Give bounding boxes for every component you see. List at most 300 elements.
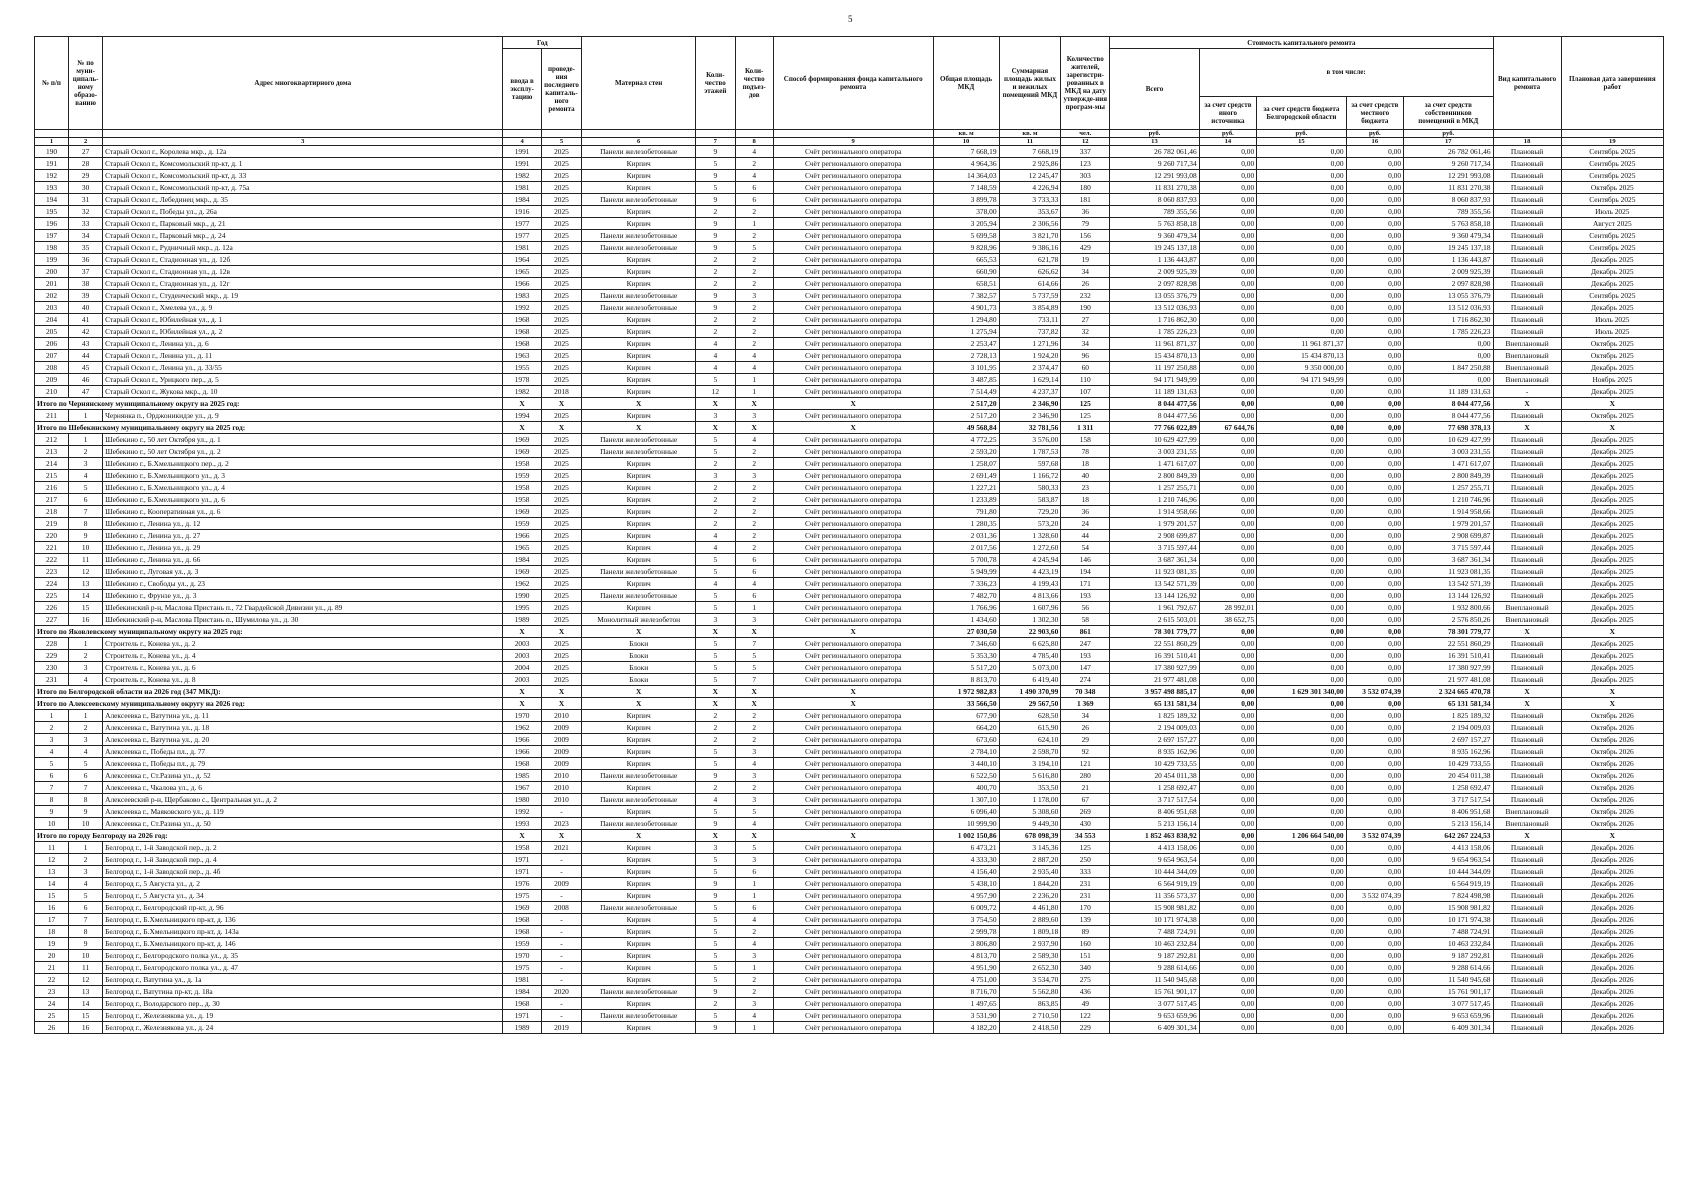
table-cell: 733,11 (999, 314, 1061, 326)
table-cell: 7 488 724,91 (1404, 926, 1493, 938)
table-cell: 3 687 361,34 (1404, 554, 1493, 566)
table-cell: 2 589,30 (999, 950, 1061, 962)
table-cell: 2025 (541, 530, 581, 542)
table-cell: 3 532 074,39 (1346, 890, 1403, 902)
table-cell: Декабрь 2025 (1561, 662, 1663, 674)
table-cell: 7 148,59 (933, 182, 999, 194)
table-cell: 151 (1061, 950, 1110, 962)
table-cell: 2 (735, 206, 773, 218)
table-cell: 274 (1061, 674, 1110, 686)
table-cell: 20 (35, 950, 69, 962)
subtotal-cell: 2 517,20 (933, 398, 999, 410)
table-cell: Счёт регионального оператора (773, 578, 933, 590)
subtotal-cell: X (503, 698, 541, 710)
table-row (35, 674, 1664, 686)
table-cell: 2025 (541, 290, 581, 302)
table-cell: 0,00 (1199, 386, 1256, 398)
table-cell: 4 (696, 542, 735, 554)
subtotal-cell: X (735, 698, 773, 710)
table-cell: 8 935 162,96 (1404, 746, 1493, 758)
table-cell: Панели железобетонные (582, 434, 696, 446)
address-cell: Старый Оскол г., Комсомольский пр-кт, д. 33 (103, 170, 503, 182)
table-cell: 2 (735, 254, 773, 266)
table-cell: 2 031,36 (933, 530, 999, 542)
units-row (35, 130, 1664, 138)
table-cell: - (541, 998, 581, 1010)
subtotal-cell: X (582, 698, 696, 710)
table-cell: 5 438,10 (933, 878, 999, 890)
subtotal-cell: X (1561, 698, 1663, 710)
table-row (35, 638, 1664, 650)
table-cell: 4 156,40 (933, 866, 999, 878)
table-cell: 1 (735, 386, 773, 398)
table-cell: 21 (1061, 782, 1110, 794)
header-cell: Адрес многоквартирного дома (103, 37, 503, 130)
table-cell: 3 717 517,54 (1110, 794, 1199, 806)
address-cell: Шебекино г., Ленина ул., д. 12 (103, 518, 503, 530)
table-cell: 1981 (503, 182, 541, 194)
table-row (35, 326, 1664, 338)
address-cell: Старый Оскол г., Жукова мкр., д. 10 (103, 386, 503, 398)
table-cell: - (541, 866, 581, 878)
table-cell: 0,00 (1346, 554, 1403, 566)
table-cell: 31 (69, 194, 103, 206)
table-row (35, 542, 1664, 554)
table-cell: 5 763 858,18 (1404, 218, 1493, 230)
table-cell: 1962 (503, 722, 541, 734)
table-cell: 26 782 061,46 (1110, 146, 1199, 158)
table-cell: 0,00 (1346, 962, 1403, 974)
table-cell: 340 (1061, 962, 1110, 974)
table-cell: 4 413 158,06 (1404, 842, 1493, 854)
table-cell: 9 (696, 1022, 735, 1034)
table-cell: Счёт регионального оператора (773, 350, 933, 362)
table-cell: Плановый (1493, 506, 1561, 518)
table-cell: 2025 (541, 410, 581, 422)
table-cell: 0,00 (1199, 506, 1256, 518)
table-cell: 1 (69, 410, 103, 422)
table-cell: Декабрь 2025 (1561, 254, 1663, 266)
table-cell: 5 949,99 (933, 566, 999, 578)
table-cell: - (541, 914, 581, 926)
table-cell: 11 356 573,37 (1110, 890, 1199, 902)
table-row (35, 350, 1664, 362)
table-cell: 2025 (541, 362, 581, 374)
table-cell: 4 772,25 (933, 434, 999, 446)
address-cell: Старый Оскол г., Победы ул., д. 26а (103, 206, 503, 218)
table-cell: 9 449,30 (999, 818, 1061, 830)
address-cell: Строитель г., Конева ул., д. 2 (103, 638, 503, 650)
address-cell: Алексеевка г., Чкалова ул., д. 6 (103, 782, 503, 794)
table-cell: 0,00 (1404, 350, 1493, 362)
table-cell: 0,00 (1346, 542, 1403, 554)
table-cell: 2 374,47 (999, 362, 1061, 374)
table-cell: 6 522,50 (933, 770, 999, 782)
table-cell: 2025 (541, 314, 581, 326)
table-cell: 9 (696, 170, 735, 182)
table-cell: 2 697 157,27 (1404, 734, 1493, 746)
table-cell: 1975 (503, 962, 541, 974)
address-cell: Белгород г., Б.Хмельницкого пр-кт, д. 143а (103, 926, 503, 938)
table-cell: 1 210 746,96 (1110, 494, 1199, 506)
table-row (35, 386, 1664, 398)
table-cell: 7 482,70 (933, 590, 999, 602)
table-cell: 4 (696, 794, 735, 806)
table-cell: Блоки (582, 662, 696, 674)
table-cell: 2 (735, 278, 773, 290)
table-cell: 12 (696, 386, 735, 398)
table-cell: Счёт регионального оператора (773, 326, 933, 338)
subtotal-cell: X (582, 398, 696, 410)
subtotal-cell: X (773, 830, 933, 842)
table-cell: 42 (69, 326, 103, 338)
table-cell: 0,00 (1199, 434, 1256, 446)
table-cell: 0,00 (1346, 590, 1403, 602)
table-cell: Кирпич (582, 758, 696, 770)
table-cell: 5 (735, 650, 773, 662)
table-cell: 2003 (503, 650, 541, 662)
address-cell: Алексеевка г., Победы пл., д. 79 (103, 758, 503, 770)
table-cell: 36 (1061, 506, 1110, 518)
table-cell: 1 280,35 (933, 518, 999, 530)
table-cell: 1985 (503, 770, 541, 782)
table-cell: 3 (735, 746, 773, 758)
table-cell: 26 (1061, 722, 1110, 734)
table-cell: Счёт регионального оператора (773, 206, 933, 218)
table-cell: 18 (1061, 494, 1110, 506)
table-cell: 1969 (503, 434, 541, 446)
header-cell: за счет средств собственников помещений в МКД (1404, 96, 1493, 129)
table-cell: 12 291 993,08 (1110, 170, 1199, 182)
table-row (35, 722, 1664, 734)
table-cell: 2025 (541, 242, 581, 254)
table-cell: 2010 (541, 782, 581, 794)
subtotal-row (35, 422, 1664, 434)
table-cell: 1 227,21 (933, 482, 999, 494)
table-cell: 0,00 (1346, 242, 1403, 254)
address-cell: Белгород г., 1-й Заводской пер., д. 2 (103, 842, 503, 854)
subtotal-cell: 3 957 498 885,17 (1110, 686, 1199, 698)
column-number-cell: 19 (1561, 138, 1663, 146)
table-cell: 789 355,56 (1404, 206, 1493, 218)
address-cell: Старый Оскол г., Стадионная ул., д. 12б (103, 254, 503, 266)
table-cell: 2025 (541, 182, 581, 194)
table-cell: Счёт регионального оператора (773, 938, 933, 950)
table-cell: 1993 (503, 818, 541, 830)
table-cell: 729,20 (999, 506, 1061, 518)
table-cell: Декабрь 2025 (1561, 266, 1663, 278)
table-cell: Панели железобетонные (582, 770, 696, 782)
subtotal-cell: 77 766 022,89 (1110, 422, 1199, 434)
table-row (35, 842, 1664, 854)
table-cell: Кирпич (582, 926, 696, 938)
table-cell: Кирпич (582, 458, 696, 470)
table-cell: 1958 (503, 482, 541, 494)
table-cell: Кирпич (582, 914, 696, 926)
table-cell: 2025 (541, 662, 581, 674)
table-cell: 12 291 993,08 (1404, 170, 1493, 182)
table-cell: 0,00 (1199, 746, 1256, 758)
table-cell: 2010 (541, 794, 581, 806)
address-cell: Шебекинский р-н, Маслова Пристань п., 72 Гвардейской Дивизии ул., д. 89 (103, 602, 503, 614)
table-cell: 2025 (541, 638, 581, 650)
table-cell: 0,00 (1257, 578, 1346, 590)
table-cell: 0,00 (1346, 566, 1403, 578)
column-number-cell: 16 (1346, 138, 1403, 146)
table-cell: 5 (696, 914, 735, 926)
unit-cell (503, 130, 541, 138)
table-cell: 0,00 (1199, 554, 1256, 566)
table-cell: 4 (35, 746, 69, 758)
table-cell: 21 977 481,08 (1110, 674, 1199, 686)
table-row (35, 362, 1664, 374)
table-cell: 2 253,47 (933, 338, 999, 350)
table-cell: Счёт регионального оператора (773, 986, 933, 998)
table-cell: Плановый (1493, 254, 1561, 266)
address-cell: Старый Оскол г., Студенческий мкр., д. 19 (103, 290, 503, 302)
address-cell: Белгород г., Железнякова ул., д. 19 (103, 1010, 503, 1022)
header-cell: за счет средств бюджета Белгородской области (1257, 96, 1346, 129)
table-cell: Плановый (1493, 218, 1561, 230)
table-cell: 1 809,18 (999, 926, 1061, 938)
table-cell: 146 (1061, 554, 1110, 566)
table-cell: 3 531,90 (933, 1010, 999, 1022)
table-cell: 13 512 036,93 (1404, 302, 1493, 314)
table-cell: 2003 (503, 674, 541, 686)
table-cell: 7 (735, 674, 773, 686)
table-cell: Плановый (1493, 974, 1561, 986)
table-cell: 9 653 659,96 (1404, 1010, 1493, 1022)
table-cell: 1 307,10 (933, 794, 999, 806)
table-cell: Кирпич (582, 974, 696, 986)
address-cell: Шебекино г., Б.Хмельницкого ул., д. 3 (103, 470, 503, 482)
table-cell: 1 258 692,47 (1404, 782, 1493, 794)
table-row (35, 374, 1664, 386)
table-cell: 5 (696, 446, 735, 458)
column-number-cell: 7 (696, 138, 735, 146)
table-cell: 5 (696, 758, 735, 770)
table-cell: 0,00 (1257, 1010, 1346, 1022)
address-cell: Алексеевка г., Ст.Разина ул., д. 52 (103, 770, 503, 782)
table-cell: 0,00 (1257, 758, 1346, 770)
table-cell: 10 429 733,55 (1110, 758, 1199, 770)
header-cell: проведе-ния последнего капиталь-ного ремонта (541, 49, 581, 130)
table-cell: Внеплановый (1493, 614, 1561, 626)
table-cell: Кирпич (582, 326, 696, 338)
table-cell: 4 199,43 (999, 578, 1061, 590)
table-cell: Плановый (1493, 494, 1561, 506)
table-cell: 1968 (503, 998, 541, 1010)
table-cell: 0,00 (1199, 950, 1256, 962)
table-cell: 0,00 (1199, 662, 1256, 674)
table-cell: 9 187 292,81 (1110, 950, 1199, 962)
table-cell: 5 (35, 758, 69, 770)
table-cell: 0,00 (1257, 998, 1346, 1010)
table-cell: 5 (696, 638, 735, 650)
table-cell: 1 787,53 (999, 446, 1061, 458)
table-cell: 0,00 (1257, 554, 1346, 566)
table-cell: 11 540 945,68 (1404, 974, 1493, 986)
table-row (35, 338, 1664, 350)
table-cell: 0,00 (1346, 662, 1403, 674)
table-cell: Декабрь 2026 (1561, 926, 1663, 938)
table-row (35, 926, 1664, 938)
table-cell: Внеплановый (1493, 374, 1561, 386)
table-cell: 22 (35, 974, 69, 986)
table-row (35, 962, 1664, 974)
table-cell: 5 (696, 182, 735, 194)
table-cell: Плановый (1493, 842, 1561, 854)
table-cell: 1 844,20 (999, 878, 1061, 890)
table-cell: 10 999,90 (933, 818, 999, 830)
table-cell: 3 687 361,34 (1110, 554, 1199, 566)
table-cell: 1 (69, 842, 103, 854)
table-cell: Плановый (1493, 746, 1561, 758)
table-cell: Панели железобетонные (582, 590, 696, 602)
table-cell: 6 419,40 (999, 674, 1061, 686)
table-cell: Плановый (1493, 146, 1561, 158)
table-cell: 11 (69, 554, 103, 566)
subtotal-cell: X (1493, 698, 1561, 710)
table-cell: 9 288 614,66 (1110, 962, 1199, 974)
table-cell: 0,00 (1199, 962, 1256, 974)
address-cell: Старый Оскол г., Ленина ул., д. 11 (103, 350, 503, 362)
subtotal-cell: X (773, 398, 933, 410)
table-cell: 10 629 427,99 (1404, 434, 1493, 446)
table-cell: 44 (1061, 530, 1110, 542)
table-cell: 0,00 (1257, 182, 1346, 194)
subtotal-cell: 78 301 779,77 (1404, 626, 1493, 638)
subtotal-cell: 861 (1061, 626, 1110, 638)
table-cell: Кирпич (582, 722, 696, 734)
table-cell: 2 576 850,26 (1404, 614, 1493, 626)
column-number-cell: 3 (103, 138, 503, 146)
table-cell: 10 629 427,99 (1110, 434, 1199, 446)
table-cell: Счёт регионального оператора (773, 362, 933, 374)
table-cell: 3 077 517,45 (1404, 998, 1493, 1010)
table-cell: 8 935 162,96 (1110, 746, 1199, 758)
table-cell: Плановый (1493, 518, 1561, 530)
table-cell: 2 017,56 (933, 542, 999, 554)
table-cell: 3 717 517,54 (1404, 794, 1493, 806)
table-cell: Плановый (1493, 158, 1561, 170)
table-cell: 205 (35, 326, 69, 338)
table-cell: 4 (735, 578, 773, 590)
subtotal-cell: X (503, 686, 541, 698)
table-cell: 1 271,96 (999, 338, 1061, 350)
table-cell: Счёт регионального оператора (773, 338, 933, 350)
table-cell: 4 957,90 (933, 890, 999, 902)
table-cell: 3 (735, 770, 773, 782)
column-number-cell: 2 (69, 138, 103, 146)
table-cell: 210 (35, 386, 69, 398)
table-cell: 1975 (503, 890, 541, 902)
table-cell: 26 782 061,46 (1404, 146, 1493, 158)
table-cell: Счёт регионального оператора (773, 182, 933, 194)
table-cell: 7 824 498,98 (1404, 890, 1493, 902)
table-cell: 2 (69, 650, 103, 662)
table-cell: 1 166,72 (999, 470, 1061, 482)
table-cell: 6 (69, 770, 103, 782)
subtotal-cell: X (541, 626, 581, 638)
table-row (35, 710, 1664, 722)
table-cell: 8 (69, 926, 103, 938)
table-cell: 8 (69, 518, 103, 530)
subtotal-cell: 1 002 150,86 (933, 830, 999, 842)
table-cell: 0,00 (1199, 758, 1256, 770)
unit-cell: руб. (1346, 130, 1403, 138)
table-cell: 0,00 (1257, 938, 1346, 950)
address-cell: Старый Оскол г., Стадионная ул., д. 12г (103, 278, 503, 290)
table-cell: Октябрь 2026 (1561, 746, 1663, 758)
subtotal-cell: X (1493, 422, 1561, 434)
table-row (35, 650, 1664, 662)
table-cell: 4 951,90 (933, 962, 999, 974)
table-row (35, 182, 1664, 194)
capital-repair-table (34, 36, 1664, 1034)
table-cell: Декабрь 2026 (1561, 1022, 1663, 1034)
table-cell: Счёт регионального оператора (773, 470, 933, 482)
table-cell: Плановый (1493, 230, 1561, 242)
table-cell: 1 914 958,66 (1404, 506, 1493, 518)
table-cell: 1 136 443,87 (1110, 254, 1199, 266)
column-number-cell: 17 (1404, 138, 1493, 146)
column-number-cell: 10 (933, 138, 999, 146)
table-cell: 0,00 (1257, 386, 1346, 398)
table-cell: Счёт регионального оператора (773, 866, 933, 878)
table-cell: Октябрь 2026 (1561, 770, 1663, 782)
address-cell: Строитель г., Конева ул., д. 6 (103, 662, 503, 674)
table-cell: 230 (35, 662, 69, 674)
table-cell: 0,00 (1257, 242, 1346, 254)
table-cell: Плановый (1493, 410, 1561, 422)
table-cell: 3 899,78 (933, 194, 999, 206)
table-cell: Плановый (1493, 242, 1561, 254)
table-cell: 13 144 126,92 (1110, 590, 1199, 602)
table-cell: - (541, 926, 581, 938)
table-cell: 3 (69, 662, 103, 674)
table-cell: 0,00 (1257, 806, 1346, 818)
table-cell: Панели железобетонные (582, 230, 696, 242)
table-cell: 3 (69, 866, 103, 878)
table-cell: 0,00 (1346, 638, 1403, 650)
table-cell: 0,00 (1257, 1022, 1346, 1034)
table-cell: Блоки (582, 638, 696, 650)
table-row (35, 794, 1664, 806)
table-cell: Плановый (1493, 194, 1561, 206)
table-cell: Панели железобетонные (582, 242, 696, 254)
table-cell: Декабрь 2025 (1561, 434, 1663, 446)
table-cell: 9 (69, 806, 103, 818)
table-cell: Внеплановый (1493, 350, 1561, 362)
table-cell: Кирпич (582, 962, 696, 974)
table-cell: 0,00 (1199, 482, 1256, 494)
table-cell: 13 (69, 986, 103, 998)
subtotal-cell: 65 131 581,34 (1404, 698, 1493, 710)
table-cell: 5 (696, 602, 735, 614)
table-cell: Счёт регионального оператора (773, 950, 933, 962)
address-cell: Старый Оскол г., Ленина ул., д. 33/55 (103, 362, 503, 374)
table-cell: 195 (35, 206, 69, 218)
address-cell: Шебекино г., Ленина ул., д. 27 (103, 530, 503, 542)
table-cell: Монолитный железобетон (582, 614, 696, 626)
table-cell: 3 715 597,44 (1110, 542, 1199, 554)
subtotal-cell: 0,00 (1257, 398, 1346, 410)
table-cell: Декабрь 2025 (1561, 494, 1663, 506)
table-cell: Сентябрь 2025 (1561, 170, 1663, 182)
table-cell: 94 171 949,99 (1110, 374, 1199, 386)
table-cell: Плановый (1493, 854, 1561, 866)
